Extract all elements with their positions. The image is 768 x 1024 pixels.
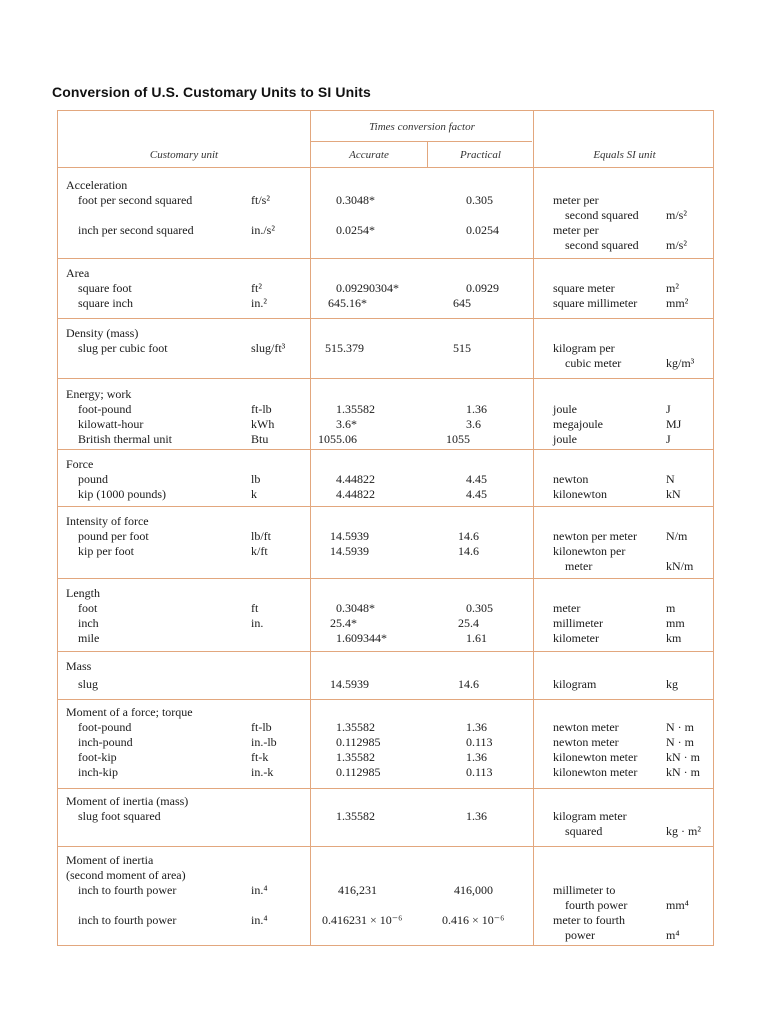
- section-divider: [58, 449, 713, 450]
- unit-label: foot-kip: [78, 750, 117, 764]
- si-unit: meter per: [553, 193, 599, 207]
- section-divider: [58, 258, 713, 259]
- table-row: [58, 192, 713, 208]
- unit-abbr: lb/ft: [251, 529, 271, 543]
- table-row: [58, 704, 713, 720]
- unit-abbr: kWh: [251, 417, 275, 431]
- header-accurate: Accurate: [349, 149, 389, 161]
- si-unit: squared: [565, 824, 603, 838]
- si-unit: kilonewton: [553, 487, 607, 501]
- si-abbr: kN · m: [666, 750, 700, 764]
- accurate-value: 0.0254*: [336, 223, 375, 237]
- unit-label: British thermal unit: [78, 432, 172, 446]
- unit-label: foot-pound: [78, 402, 132, 416]
- accurate-value: 1.35582: [336, 402, 375, 416]
- table-row: [58, 325, 713, 341]
- unit-abbr: ft-lb: [251, 720, 272, 734]
- section-divider: [58, 318, 713, 319]
- si-unit: fourth power: [565, 898, 628, 912]
- si-unit: kilonewton per: [553, 544, 626, 558]
- table-row: [58, 513, 713, 529]
- si-unit: joule: [553, 432, 577, 446]
- practical-value: 1.36: [466, 750, 487, 764]
- table-row: [58, 471, 713, 487]
- unit-abbr: Btu: [251, 432, 269, 446]
- table-row: [58, 340, 713, 356]
- table-row: [58, 265, 713, 281]
- practical-value: 416,000: [454, 883, 493, 897]
- table-row: [58, 823, 713, 839]
- section-label: Moment of inertia: [66, 853, 154, 867]
- practical-value: 3.6: [466, 417, 481, 431]
- unit-label: inch to fourth power: [78, 883, 177, 897]
- si-unit: newton: [553, 472, 589, 486]
- header-customary-unit: Customary unit: [149, 149, 219, 161]
- table-row: [58, 401, 713, 417]
- table-row: [58, 600, 713, 616]
- practical-value: 645: [453, 296, 471, 310]
- section-label: Mass: [66, 659, 92, 673]
- practical-value: 1.36: [466, 402, 487, 416]
- unit-abbr: ft: [251, 601, 259, 615]
- si-unit: newton meter: [553, 735, 619, 749]
- table-row: [58, 295, 713, 311]
- section-label: Density (mass): [66, 326, 139, 340]
- si-abbr: kN/m: [666, 559, 694, 573]
- section-divider: [58, 506, 713, 507]
- accurate-value: 1.609344*: [336, 631, 387, 645]
- header-times-conversion-factor: Times conversion factor: [369, 121, 475, 133]
- si-abbr: N/m: [666, 529, 688, 543]
- si-unit: kilogram meter: [553, 809, 627, 823]
- unit-label: square inch: [78, 296, 133, 310]
- table-row: [58, 222, 713, 238]
- practical-value: 1.61: [466, 631, 487, 645]
- table-row: [58, 808, 713, 824]
- accurate-value: 645.16*: [328, 296, 367, 310]
- practical-value: 1055: [446, 432, 470, 446]
- si-abbr: m⁴: [666, 928, 680, 942]
- section-divider: [58, 578, 713, 579]
- header-equals-si-unit: Equals SI unit: [593, 149, 656, 161]
- section-label: Intensity of force: [66, 514, 149, 528]
- si-unit: kilometer: [553, 631, 599, 645]
- conversion-table: [57, 110, 714, 946]
- table-row: [58, 615, 713, 631]
- accurate-value: 14.5939: [330, 677, 369, 691]
- header-practical: Practical: [460, 149, 501, 161]
- si-unit: second squared: [565, 238, 639, 252]
- si-unit: millimeter: [553, 616, 603, 630]
- section-label: Length: [66, 586, 100, 600]
- unit-label: slug foot squared: [78, 809, 161, 823]
- si-abbr: m/s²: [666, 238, 687, 252]
- si-unit: kilogram per: [553, 341, 615, 355]
- si-unit: square meter: [553, 281, 615, 295]
- accurate-value: 3.6*: [336, 417, 357, 431]
- unit-label: slug per cubic foot: [78, 341, 168, 355]
- unit-abbr: in.-k: [251, 765, 274, 779]
- table-row: [58, 431, 713, 447]
- section-label: (second moment of area): [66, 868, 186, 882]
- practical-value: 14.6: [458, 544, 479, 558]
- accurate-value: 14.5939: [330, 529, 369, 543]
- si-abbr: m/s²: [666, 208, 687, 222]
- accurate-value: 1.35582: [336, 809, 375, 823]
- table-row: [58, 528, 713, 544]
- table-row: [58, 630, 713, 646]
- accurate-value: 515.379: [325, 341, 364, 355]
- unit-label: slug: [78, 677, 99, 691]
- accurate-value: 0.416231 × 10⁻⁶: [322, 913, 403, 927]
- si-abbr: N · m: [666, 720, 694, 734]
- unit-abbr: slug/ft³: [251, 341, 286, 355]
- table-row: [58, 793, 713, 809]
- si-unit: meter: [565, 559, 593, 573]
- si-abbr: MJ: [666, 417, 682, 431]
- practical-value: 4.45: [466, 472, 487, 486]
- table-row: [58, 867, 713, 883]
- section-divider: [58, 651, 713, 652]
- table-row: [58, 280, 713, 296]
- table-row: [58, 882, 713, 898]
- table-row: [58, 658, 713, 674]
- practical-value: 4.45: [466, 487, 487, 501]
- unit-label: kip (1000 pounds): [78, 487, 166, 501]
- section-divider: [58, 378, 713, 379]
- unit-abbr: ft²: [251, 281, 262, 295]
- table-row: [58, 355, 713, 371]
- section-divider: [58, 699, 713, 700]
- accurate-value: 4.44822: [336, 472, 375, 486]
- practical-value: 1.36: [466, 720, 487, 734]
- si-unit: power: [565, 928, 595, 942]
- unit-label: inch per second squared: [78, 223, 194, 237]
- table-row: [58, 416, 713, 432]
- unit-abbr: in.: [251, 616, 264, 630]
- si-abbr: mm: [666, 616, 685, 630]
- si-abbr: kN: [666, 487, 681, 501]
- si-abbr: m²: [666, 281, 679, 295]
- table-row: [58, 543, 713, 559]
- si-unit: meter: [553, 601, 581, 615]
- unit-abbr: in.⁴: [251, 883, 268, 897]
- si-abbr: N: [666, 472, 675, 486]
- si-abbr: J: [666, 432, 671, 446]
- unit-abbr: k/ft: [251, 544, 268, 558]
- table-row: [58, 486, 713, 502]
- table-row: [58, 585, 713, 601]
- unit-label: inch-pound: [78, 735, 133, 749]
- table-row: [58, 912, 713, 928]
- si-abbr: J: [666, 402, 671, 416]
- si-abbr: kg · m²: [666, 824, 701, 838]
- accurate-value: 1055.06: [318, 432, 357, 446]
- unit-label: pound: [78, 472, 108, 486]
- table-row: [58, 558, 713, 574]
- table-row: [58, 719, 713, 735]
- unit-abbr: ft-lb: [251, 402, 272, 416]
- si-unit: megajoule: [553, 417, 603, 431]
- accurate-value: 0.112985: [336, 765, 381, 779]
- practical-value: 14.6: [458, 677, 479, 691]
- unit-label: pound per foot: [78, 529, 149, 543]
- table-row: [58, 927, 713, 943]
- table-row: [58, 764, 713, 780]
- practical-value: 515: [453, 341, 471, 355]
- unit-label: foot: [78, 601, 98, 615]
- section-divider: [58, 788, 713, 789]
- practical-value: 0.113: [466, 765, 493, 779]
- accurate-value: 14.5939: [330, 544, 369, 558]
- table-row: [58, 207, 713, 223]
- practical-value: 0.0929: [466, 281, 499, 295]
- unit-abbr: lb: [251, 472, 261, 486]
- accurate-value: 0.3048*: [336, 601, 375, 615]
- unit-abbr: ft-k: [251, 750, 269, 764]
- si-unit: meter to fourth: [553, 913, 625, 927]
- unit-abbr: in.²: [251, 296, 267, 310]
- header-subrule: [311, 141, 532, 142]
- section-label: Acceleration: [66, 178, 128, 192]
- unit-label: square foot: [78, 281, 132, 295]
- si-unit: kilonewton meter: [553, 750, 638, 764]
- si-unit: newton meter: [553, 720, 619, 734]
- si-abbr: kN · m: [666, 765, 700, 779]
- practical-value: 0.0254: [466, 223, 499, 237]
- table-row: [58, 386, 713, 402]
- section-label: Energy; work: [66, 387, 132, 401]
- section-label: Force: [66, 457, 94, 471]
- unit-label: foot per second squared: [78, 193, 193, 207]
- si-abbr: m: [666, 601, 676, 615]
- si-abbr: mm²: [666, 296, 689, 310]
- practical-value: 0.113: [466, 735, 493, 749]
- accurate-value: 4.44822: [336, 487, 375, 501]
- table-row: [58, 237, 713, 253]
- si-abbr: N · m: [666, 735, 694, 749]
- table-row: [58, 676, 713, 692]
- practical-value: 25.4: [458, 616, 479, 630]
- accurate-value: 0.09290304*: [336, 281, 399, 295]
- unit-label: inch: [78, 616, 99, 630]
- unit-label: foot-pound: [78, 720, 132, 734]
- si-abbr: kg/m³: [666, 356, 695, 370]
- table-row: [58, 456, 713, 472]
- unit-label: mile: [78, 631, 100, 645]
- si-unit: kilogram: [553, 677, 597, 691]
- practical-value: 0.305: [466, 193, 493, 207]
- unit-abbr: ft/s²: [251, 193, 270, 207]
- practical-value: 0.416 × 10⁻⁶: [442, 913, 505, 927]
- table-row: [58, 749, 713, 765]
- section-divider: [58, 846, 713, 847]
- unit-abbr: in.⁴: [251, 913, 268, 927]
- si-unit: meter per: [553, 223, 599, 237]
- table-row: [58, 852, 713, 868]
- accurate-value: 1.35582: [336, 750, 375, 764]
- accurate-value: 25.4*: [330, 616, 357, 630]
- accurate-value: 0.112985: [336, 735, 381, 749]
- si-unit: cubic meter: [565, 356, 622, 370]
- si-unit: joule: [553, 402, 577, 416]
- unit-abbr: in.-lb: [251, 735, 277, 749]
- table-row: [58, 897, 713, 913]
- table-row: [58, 177, 713, 193]
- section-label: Area: [66, 266, 90, 280]
- unit-abbr: in./s²: [251, 223, 275, 237]
- accurate-value: 0.3048*: [336, 193, 375, 207]
- unit-label: inch-kip: [78, 765, 118, 779]
- table-row: [58, 734, 713, 750]
- practical-value: 1.36: [466, 809, 487, 823]
- si-abbr: mm⁴: [666, 898, 689, 912]
- practical-value: 0.305: [466, 601, 493, 615]
- si-unit: kilonewton meter: [553, 765, 638, 779]
- practical-value: 14.6: [458, 529, 479, 543]
- section-label: Moment of a force; torque: [66, 705, 193, 719]
- accurate-value: 416,231: [338, 883, 377, 897]
- si-abbr: kg: [666, 677, 678, 691]
- unit-label: kilowatt-hour: [78, 417, 144, 431]
- si-unit: millimeter to: [553, 883, 616, 897]
- section-label: Moment of inertia (mass): [66, 794, 189, 808]
- si-unit: second squared: [565, 208, 639, 222]
- accurate-value: 1.35582: [336, 720, 375, 734]
- header-rule: [58, 167, 713, 168]
- si-unit: newton per meter: [553, 529, 637, 543]
- page-title: Conversion of U.S. Customary Units to SI Units: [52, 84, 371, 100]
- unit-label: inch to fourth power: [78, 913, 177, 927]
- unit-label: kip per foot: [78, 544, 134, 558]
- si-unit: square millimeter: [553, 296, 638, 310]
- unit-abbr: k: [251, 487, 257, 501]
- si-abbr: km: [666, 631, 682, 645]
